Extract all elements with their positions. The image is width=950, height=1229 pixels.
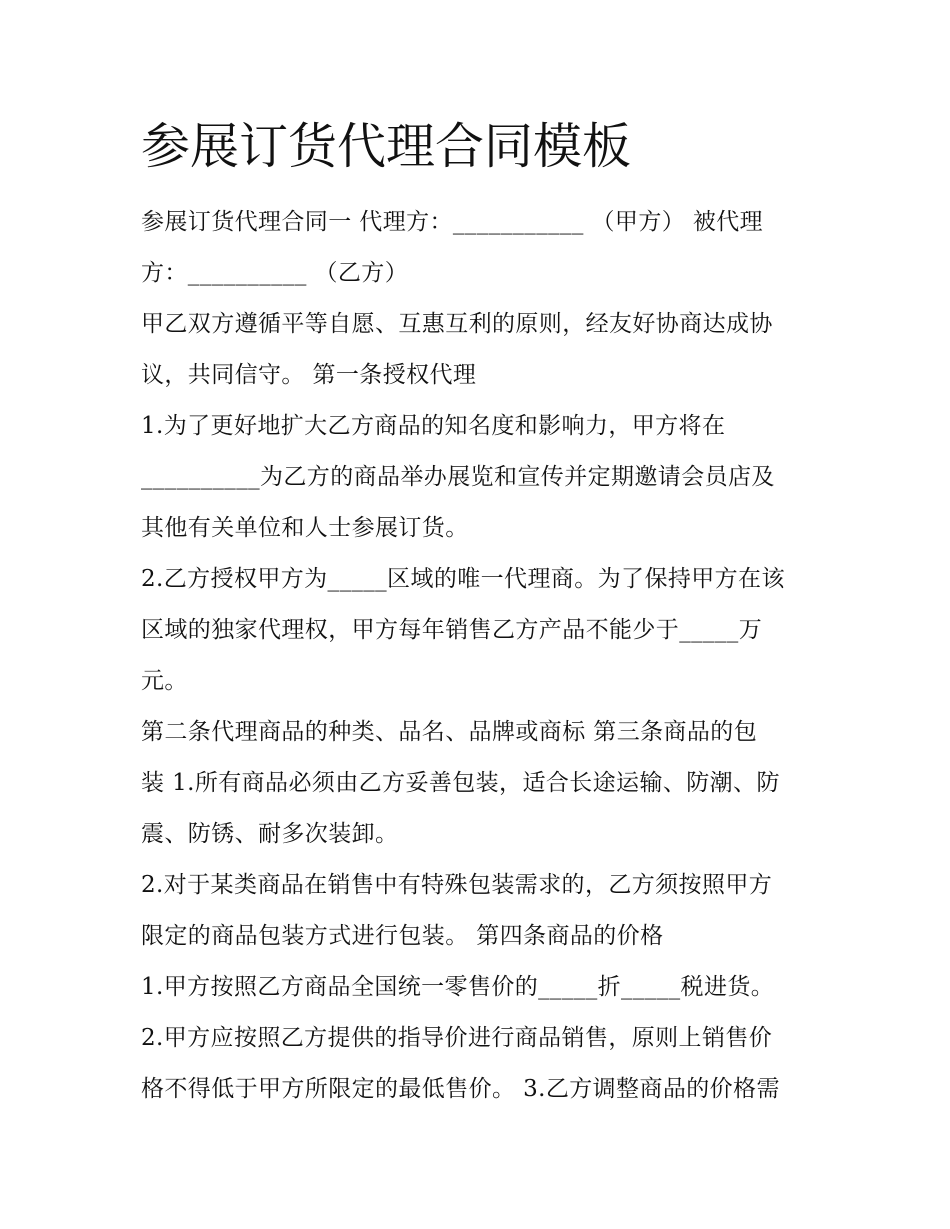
body-line: 元。 [141, 668, 188, 694]
body-line: 第二条代理商品的种类、品名、品牌或商标 第三条商品的包 [141, 719, 758, 745]
body-line: 装 1.所有商品必须由乙方妥善包装，适合长途运输、防潮、防 [141, 770, 780, 796]
body-line: 格不得低于甲方所限定的最低售价。 3.乙方调整商品的价格需 [141, 1076, 780, 1102]
body-line: 区域的独家代理权，甲方每年销售乙方产品不能少于_____万 [141, 617, 763, 643]
body-line: 甲乙双方遵循平等自愿、互惠互利的原则，经友好协商达成协 [141, 311, 773, 337]
body-line: 震、防锈、耐多次装卸。 [141, 821, 399, 847]
body-line: 限定的商品包装方式进行包装。 第四条商品的价格 [141, 923, 664, 949]
document-title: 参展订货代理合同模板 [141, 118, 632, 175]
body-line: __________为乙方的商品举办展览和宣传并定期邀请会员店及 [141, 464, 775, 490]
body-line: 2.乙方授权甲方为_____区域的唯一代理商。为了保持甲方在该 [141, 566, 785, 592]
body-line: 其他有关单位和人士参展订货。 [141, 515, 469, 541]
body-line: 1.甲方按照乙方商品全国统一零售价的_____折_____税进货。 [141, 974, 775, 1000]
body-line: 方：__________ （乙方） [141, 260, 409, 286]
body-line: 参展订货代理合同一 代理方：___________ （甲方） 被代理 [141, 209, 764, 235]
body-line: 2.甲方应按照乙方提供的指导价进行商品销售，原则上销售价 [141, 1025, 773, 1051]
body-line: 议，共同信守。 第一条授权代理 [141, 362, 477, 388]
body-line: 2.对于某类商品在销售中有特殊包装需求的，乙方须按照甲方 [141, 872, 773, 898]
body-line: 1.为了更好地扩大乙方商品的知名度和影响力，甲方将在 [141, 413, 726, 439]
